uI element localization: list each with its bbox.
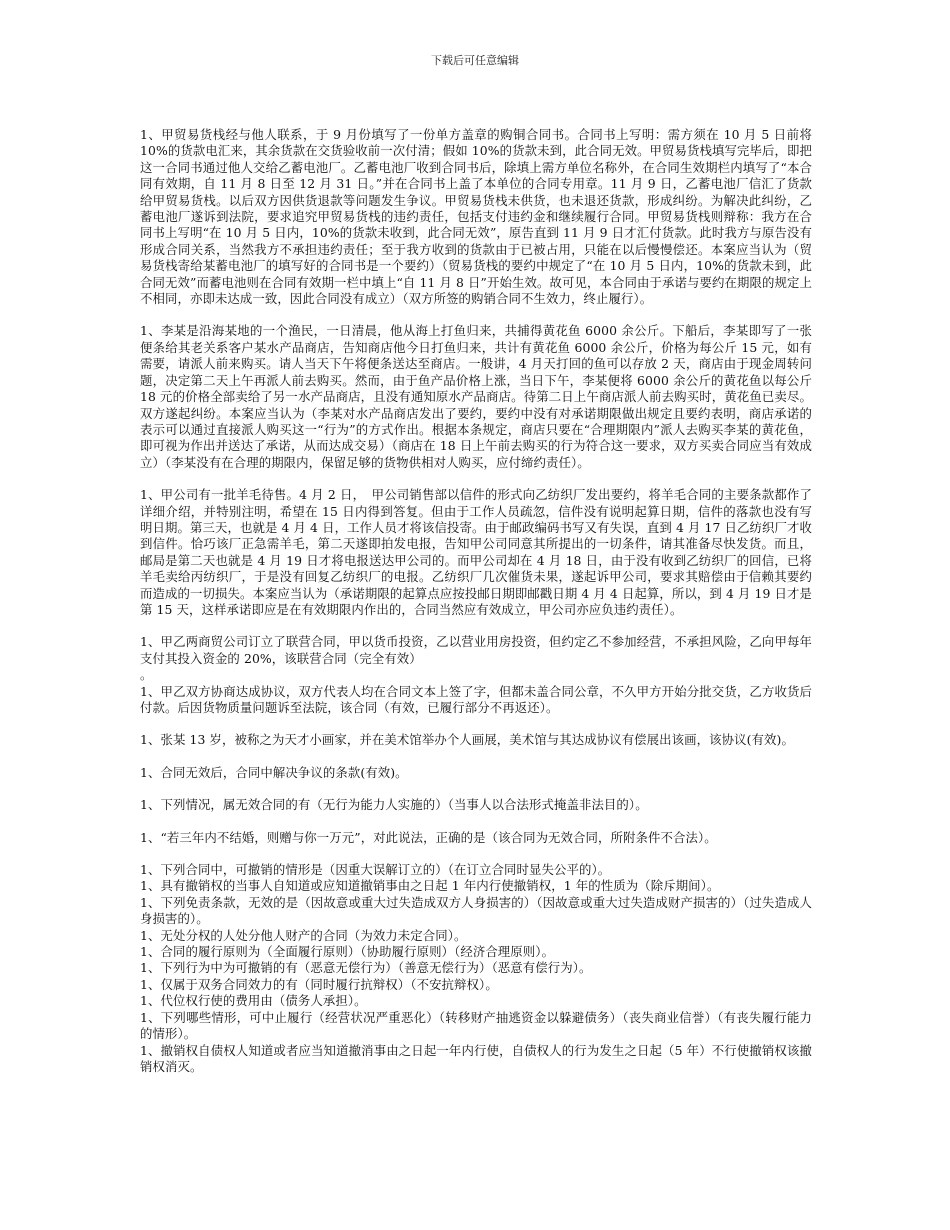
page-header: 下载后可任意编辑 — [431, 54, 519, 67]
paragraph-case-fish-sale: 1、李某是沿海某地的一个渔民，一日清晨，他从海上打鱼归来，共捕得黄花鱼 6000 余公斤。下船后，李某即写了一张便条给其老关系客户某水产品商店，告知商店他今日打鱼归来，共计有黄花鱼 6000 余公斤，价格为每公斤 15 元，如有需要，请派人前来购买。请人当天下午将便条送达至商店。一般讲，4 月天打回的鱼可以存放 2 天，商店由于现金周转问题，决定第二天上午再派人前去购买。然而，由于鱼产品价格上涨，当日下午，李某便将 6000 余公斤的黄花鱼以每公斤 18 元的价格全部卖给了另一水产品商店，且没有通知原水产品商店。待第二日上午商店派人前去购买时，黄花鱼已卖尽。双方遂起纠纷。本案应当认为（李某对水产品商店发出了要约，要约中没有对承诺期限做出规定且要约表明，商店承诺的表示可以通过直接派人购买这一“行为”的方式作出。根据本条规定，商店只要在“合理期限内”派人去购买李某的黄花鱼，即可视为作出并送达了承诺，从而达成交易）（商店在 18 日上午前去购买的行为符合这一要求，双方买卖合同应当有效成立）（李某没有在合理的期限内，保留足够的货物供相对人购买，应付缔约责任）。 — [140, 323, 812, 470]
item-no-disposal-right: 1、无处分权的人处分他人财产的合同（为效力未定合同）。 — [140, 927, 467, 943]
item-performance-principles: 1、合同的履行原则为（全面履行原则）（协助履行原则）（经济合理原则）。 — [140, 944, 555, 960]
item-subrogation-costs: 1、代位权行使的费用由（债务人承担）。 — [140, 993, 367, 1009]
item-bilateral-defenses: 1、仅属于双务合同效力的有（同时履行抗辩权）（不安抗辩权）。 — [140, 976, 498, 992]
item-child-painter: 1、张某 13 岁，被称之为天才小画家，并在美术馆举办个人画展，美术馆与其达成协议有偿展出该画，该协议(有效)。 — [140, 732, 794, 748]
item-exemption-clauses: 1、下列免责条款，无效的是（因故意或重大过失造成双方人身损害的）（因故意或重大过失造成财产损害的）（过失造成人身损害的）。 — [140, 894, 812, 927]
item-revocable-cases: 1、下列合同中，可撤销的情形是（因重大误解订立的）（在订立合同时显失公平的）。 — [140, 862, 611, 878]
paragraph-case-wool-offer: 1、甲公司有一批羊毛待售。4 月 2 日， 甲公司销售部以信件的形式向乙纺织厂发出要约，将羊毛合同的主要条款都作了详细介绍，并特别注明，希望在 15 日内得到答复。但由于工作人员疏忽，信件没有说明起算日期，信件的落款也没有写明日期。第三天，也就是 4 月 4 日，工作人员才将该信投寄。由于邮政编码书写又有失误，直到 4 月 17 日乙纺织厂才收到信件。恰巧该厂正急需羊毛，第二天遂即拍发电报，告知甲公司同意其所提出的一切条件，请其准备尽快发货。而且，邮局是第二天也就是 4 月 19 日才将电报送达甲公司的。而甲公司却在 4 月 18 日，由于没有收到乙纺织厂的回信，已将羊毛卖给丙纺织厂，于是没有回复乙纺织厂的电报。乙纺织厂几次催货未果，遂起诉甲公司，要求其赔偿由于信赖其要约而造成的一切损失。本案应当认为（承诺期限的起算点应按投邮日期即邮戳日期 4 月 4 日起算，所以，到 4 月 19 日才是第 15 天，这样承诺即应是在有效期限内作出的，合同当然应有效成立，甲公司亦应负违约责任）。 — [140, 487, 812, 617]
document-body — [140, 127, 812, 1075]
item-unsealed-contract: 1、甲乙双方协商达成协议，双方代表人均在合同文本上签了字，但都未盖合同公章，不久甲方开始分批交货，乙方收货后付款。后因货物质量问题诉至法院，该合同（有效，已履行部分不再返还）。 — [140, 683, 812, 715]
item-suspend-performance: 1、下列哪些情形，可中止履行（经营状况严重恶化）（转移财产抽逃资金以躲避债务）（丧失商业信誉）（有丧失履行能力的情形）。 — [140, 1009, 812, 1042]
item-revocation-expiry: 1、撤销权自债权人知道或者应当知道撤消事由之日起一年内行使，自债权人的行为发生之日起（5 年）不行使撤销权该撤销权消灭。 — [140, 1042, 812, 1074]
item-void-contracts: 1、下列情况，属无效合同的有（无行为能力人实施的）（当事人以合法形式掩盖非法目的）。 — [140, 797, 648, 813]
item-revocable-acts: 1、下列行为中为可撤销的有（恶意无偿行为）（善意无偿行为）（恶意有偿行为）。 — [140, 960, 592, 976]
paragraph-case-copper-contract: 1、甲贸易货栈经与他人联系，于 9 月份填写了一份单方盖章的购铜合同书。合同书上写明：需方须在 10 月 5 日前将 10%的货款电汇来，其余货款在交货验收前一次付清；假如 10%的货款未到，此合同无效。甲贸易货栈填写完毕后，即把这一合同书通过他人交给乙蓄电池厂。乙蓄电池厂收到合同书后，除填上需方单位名称外，在合同生效期栏内填写了“本合同有效期，自 11 月 8 日至 12 月 31 日。”并在合同书上盖了本单位的合同专用章。11 月 9 日，乙蓄电池厂信汇了货款给甲贸易货栈。以后双方因供货退款等问题发生争议。甲贸易货栈未供货，也未退还货款，形成纠纷。为解决此纠纷，乙蓄电池厂遂诉到法院，要求追究甲贸易货栈的违约责任，包括支付违约金和继续履行合同。甲贸易货栈则辩称：我方在合同书上写明“在 10 月 5 日内，10%的货款未收到，此合同无效”，原告直到 11 月 9 日才汇付货款。此时我方与原告没有形成合同关系，当然我方不承担违约责任；至于我方收到的货款由于已被占用，只能在以后慢慢偿还。本案应当认为（贸易货栈寄给某蓄电池厂的填写好的合同书是一个要约）（贸易货栈的要约中规定了“在 10 月 5 日内，10%的货款未到，此合同无效”而蓄电池则在合同有效期一栏中填上“自 11 月 8 日”开始生效。故可见，本合同由于承诺与要约在期限的规定上不相同，亦即未达成一致，因此合同没有成立）（双方所签的购销合同不生效力，终止履行）。 — [140, 127, 812, 307]
item-stray-period: 。 — [140, 667, 153, 683]
item-dispute-clause: 1、合同无效后，合同中解决争议的条款(有效)。 — [140, 764, 408, 780]
item-marriage-gift: 1、“若三年内不结婚，则赠与你一万元”，对此说法，正确的是（该合同为无效合同，所附条件不合法）。 — [140, 829, 717, 845]
item-revocation-period: 1、具有撤销权的当事人自知道或应知道撤销事由之日起 1 年内行使撤销权，1 年的性质为（除斥期间）。 — [140, 878, 720, 894]
item-joint-venture: 1、甲乙两商贸公司订立了联营合同，甲以货币投资，乙以营业用房投资，但约定乙不参加经营，不承担风险，乙向甲每年支付其投入资金的 20%，该联营合同（完全有效） — [140, 634, 812, 666]
